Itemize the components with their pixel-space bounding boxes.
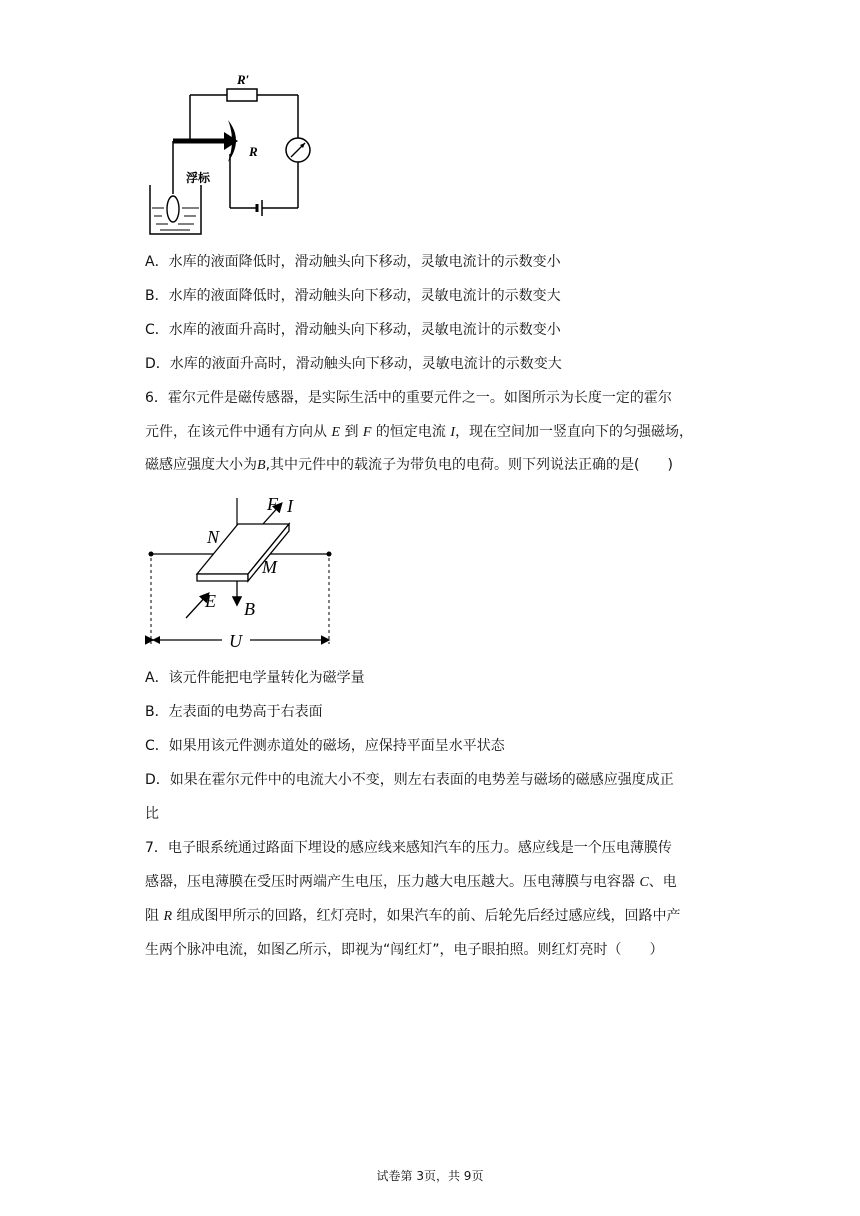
question-7-line-1: 7．电子眼系统通过路面下埋设的感应线来感知汽车的压力。感应线是一个压电薄膜传 [145, 840, 672, 856]
page-footer: 试卷第 3页，共 9页 [376, 1169, 484, 1183]
label-I: I [287, 496, 293, 516]
question-number: 7． [145, 840, 168, 856]
option-b: B．左表面的电势高于右表面 [145, 704, 323, 720]
question-6-line-3: 磁感应强度大小为B,其中元件中的载流子为带负电的电荷。则下列说法正确的是( ) [145, 457, 673, 473]
option-c: C．水库的液面升高时，滑动触头向下移动，灵敏电流计的示数变小 [145, 322, 561, 338]
slider-arrow-icon [224, 132, 238, 150]
option-d: D．水库的液面升高时，滑动触头向下移动，灵敏电流计的示数变大 [145, 356, 562, 372]
question-6-line-2: 元件，在该元件中通有方向从 E 到 F 的恒定电流 I，现在空间加一竖直向下的匀强磁场， [145, 424, 694, 440]
hall-element-figure [140, 488, 350, 658]
float-icon [167, 196, 179, 222]
question-number: 6． [145, 390, 168, 406]
label-N: N [207, 527, 220, 547]
question-6-line-1: 6．霍尔元件是磁传感器，是实际生活中的重要元件之一。如图所示为长度一定的霍尔 [145, 390, 672, 406]
option-c: C．如果用该元件测赤道处的磁场，应保持平面呈水平状态 [145, 738, 505, 754]
question-7-line-2: 感器，压电薄膜在受压时两端产生电压，压力越大电压越大。压电薄膜与电容器 C、电 [145, 874, 677, 890]
label-U: U [229, 631, 242, 651]
option-d-continued: 比 [145, 806, 159, 822]
float-label: 浮标 [186, 171, 211, 185]
rheostat-label: R [249, 144, 258, 159]
option-a: A．该元件能把电学量转化为磁学量 [145, 670, 365, 686]
label-B: B [244, 599, 255, 619]
option-d: D．如果在霍尔元件中的电流大小不变，则左右表面的电势差与磁场的磁感应强度成正 [145, 772, 674, 788]
label-M: M [262, 557, 277, 577]
option-b: B．水库的液面降低时，滑动触头向下移动，灵敏电流计的示数变大 [145, 288, 561, 304]
option-a: A．水库的液面降低时，滑动触头向下移动，灵敏电流计的示数变小 [145, 254, 561, 270]
label-F: F [267, 494, 278, 514]
label-E: E [205, 591, 216, 611]
water-level-circuit-figure [140, 68, 340, 240]
question-7-line-3: 阻 R 组成图甲所示的回路，红灯亮时，如果汽车的前、后轮先后经过感应线，回路中产 [145, 908, 681, 924]
question-7-line-4: 生两个脉冲电流，如图乙所示，即视为“闯红灯”，电子眼拍照。则红灯亮时（ ） [145, 942, 664, 958]
resistor-label: R′ [237, 72, 250, 87]
